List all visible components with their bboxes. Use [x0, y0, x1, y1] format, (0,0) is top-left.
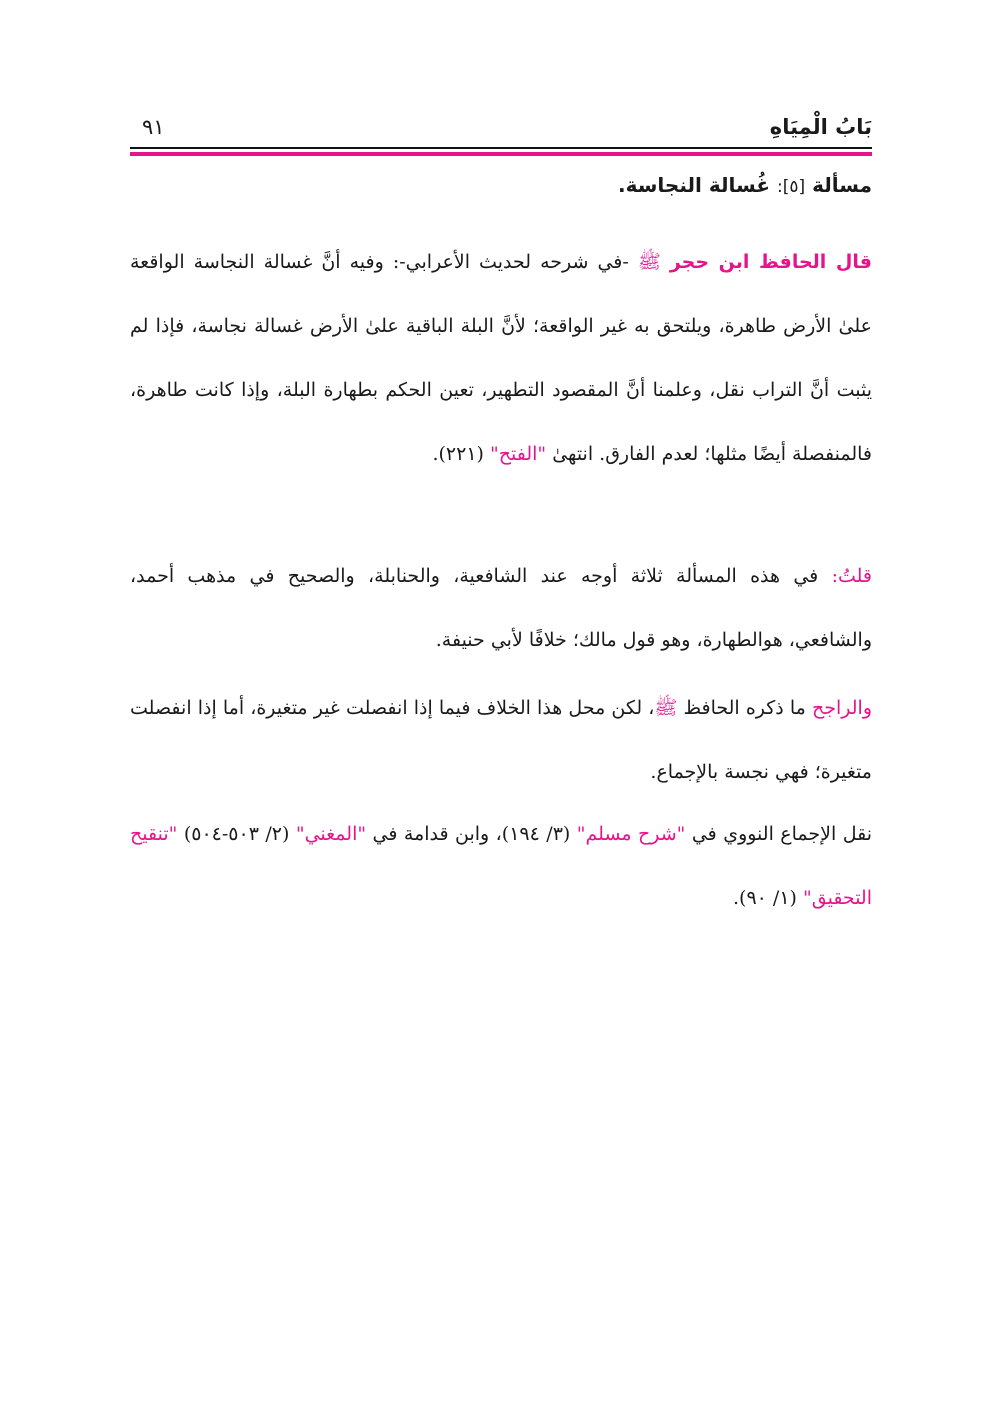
source-title: "شرح مسلم" [576, 823, 686, 845]
paragraph-author-opinion [130, 544, 872, 672]
issue-heading [618, 168, 872, 204]
page-header [130, 112, 872, 150]
quote-text: -في شرحه لحديث الأعرابي-: وفيه أنَّ غسالة النجاسة الواقعة علىٰ الأرض طاهرة، ويلتحق به غير الواقعة؛ لأنَّ البلة الباقية علىٰ الأرض غسالة نجاسة، فإذا لم يثبت أنَّ التراب نقل، وعلمنا أنَّ المقصود التطهير، تعين الحكم بطهارة البلة، وإذا كانت طاهرة، فالمنفصلة أيضًا مثلها؛ لعدم الفارق. انتهىٰ [130, 251, 872, 465]
paragraph-text-continued: ، لكن محل هذا الخلاف فيما إذا انفصلت غير متغيرة، أما إذا انفصلت متغيرة؛ فهي نجسة بالإجماع. [130, 697, 872, 783]
issue-subject: غُسالة النجاسة. [618, 173, 771, 197]
paragraph-lead: والراجح [811, 697, 872, 719]
chapter-title: بَابُ الْمِيَاهِ [769, 115, 872, 139]
book-page [130, 0, 872, 1418]
source-title: "تنقيح التحقيق" [130, 823, 872, 909]
paragraph-ibn-hajar-quote [130, 230, 872, 486]
source-reference: (٣/ ١٩٤)، وابن قدامة في [372, 823, 571, 845]
paragraph-lead: قلتُ: [831, 565, 872, 587]
source-reference: (٢٢١). [432, 443, 484, 465]
quoted-scholar: قال الحافظ ابن حجر [669, 251, 872, 273]
paragraph-text: في هذه المسألة ثلاثة أوجه عند الشافعية، والحنابلة، والصحيح في مذهب أحمد، والشافعي، هوالطهارة، وهو قول مالك؛ خلافًا لأبي حنيفة. [130, 565, 872, 651]
header-rule-accent [130, 152, 872, 156]
source-reference: (١/ ٩٠). [732, 887, 797, 909]
honorific-glyph: ﷺ [637, 251, 661, 273]
honorific-glyph: ﷺ [654, 697, 678, 719]
paragraph-text: نقل الإجماع النووي في [691, 823, 872, 845]
issue-number: [٥]: [776, 177, 806, 197]
source-reference: (٢/ ٥٠٣-٥٠٤) [183, 823, 290, 845]
issue-label: مسألة [812, 173, 872, 197]
source-title: "الفتح" [490, 443, 547, 465]
paragraph-preferred-view [130, 676, 872, 804]
paragraph-text: ما ذكره الحافظ [683, 697, 806, 719]
page-number: ٩١ [142, 115, 165, 139]
source-title: "المغني" [295, 823, 367, 845]
header-rule-thin [130, 147, 872, 149]
paragraph-consensus-sources [130, 802, 872, 930]
